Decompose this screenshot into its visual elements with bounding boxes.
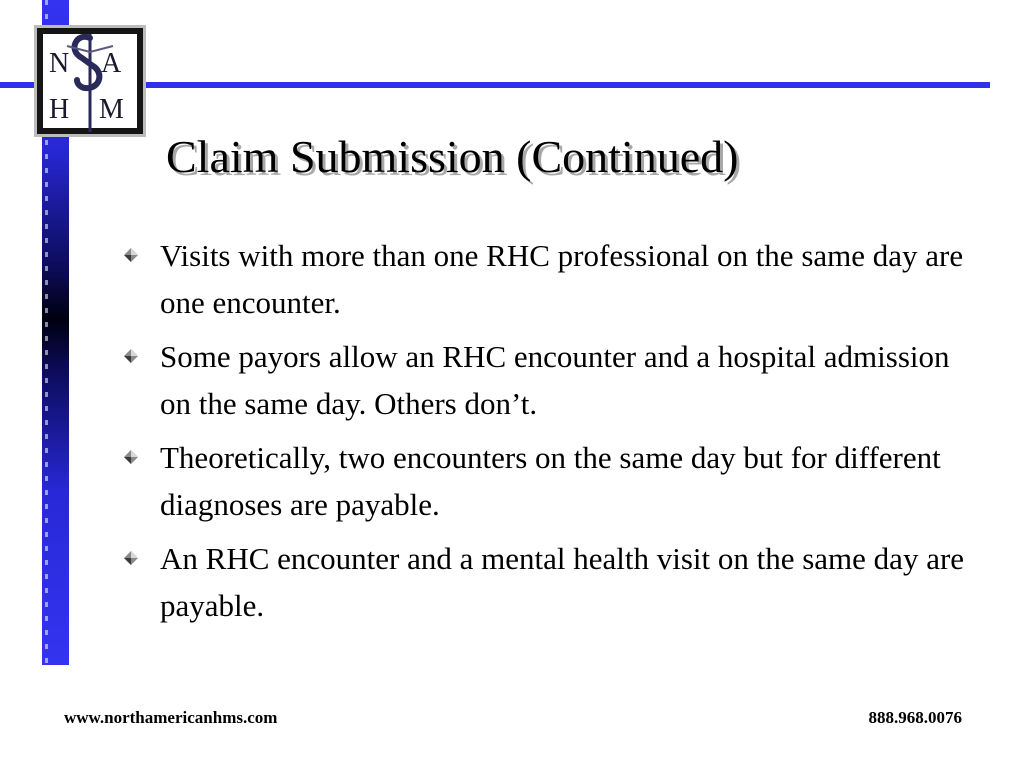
bullet-item bbox=[122, 434, 982, 528]
diamond-bullet-icon bbox=[122, 347, 140, 365]
logo-letter-m: M bbox=[99, 94, 124, 125]
footer-website: www.northamericanhms.com bbox=[64, 708, 278, 727]
logo bbox=[34, 25, 146, 137]
logo-letter-a: A bbox=[101, 48, 122, 79]
bullet-item bbox=[122, 232, 982, 326]
diamond-bullet-icon bbox=[122, 448, 140, 466]
logo-emblem bbox=[37, 28, 143, 134]
bullet-item bbox=[122, 535, 982, 629]
bullet-text: Theoretically, two encounters on the same day but for different diagnoses are payable. bbox=[160, 440, 941, 522]
bullet-list bbox=[122, 232, 982, 636]
bullet-text: Some payors allow an RHC encounter and a hospital admission on the same day. Others don’t. bbox=[160, 339, 950, 421]
footer-phone: 888.968.0076 bbox=[868, 708, 962, 727]
diamond-bullet-icon bbox=[122, 246, 140, 264]
slide-title: Claim Submission (Continued) bbox=[166, 131, 739, 182]
logo-letter-n: N bbox=[49, 48, 70, 79]
diamond-bullet-icon bbox=[122, 549, 140, 567]
top-accent-bar bbox=[0, 82, 990, 88]
bullet-text: An RHC encounter and a mental health visit on the same day are payable. bbox=[160, 541, 965, 623]
logo-letter-h: H bbox=[49, 94, 70, 125]
bullet-item bbox=[122, 333, 982, 427]
bullet-text: Visits with more than one RHC professional on the same day are one encounter. bbox=[160, 238, 964, 320]
